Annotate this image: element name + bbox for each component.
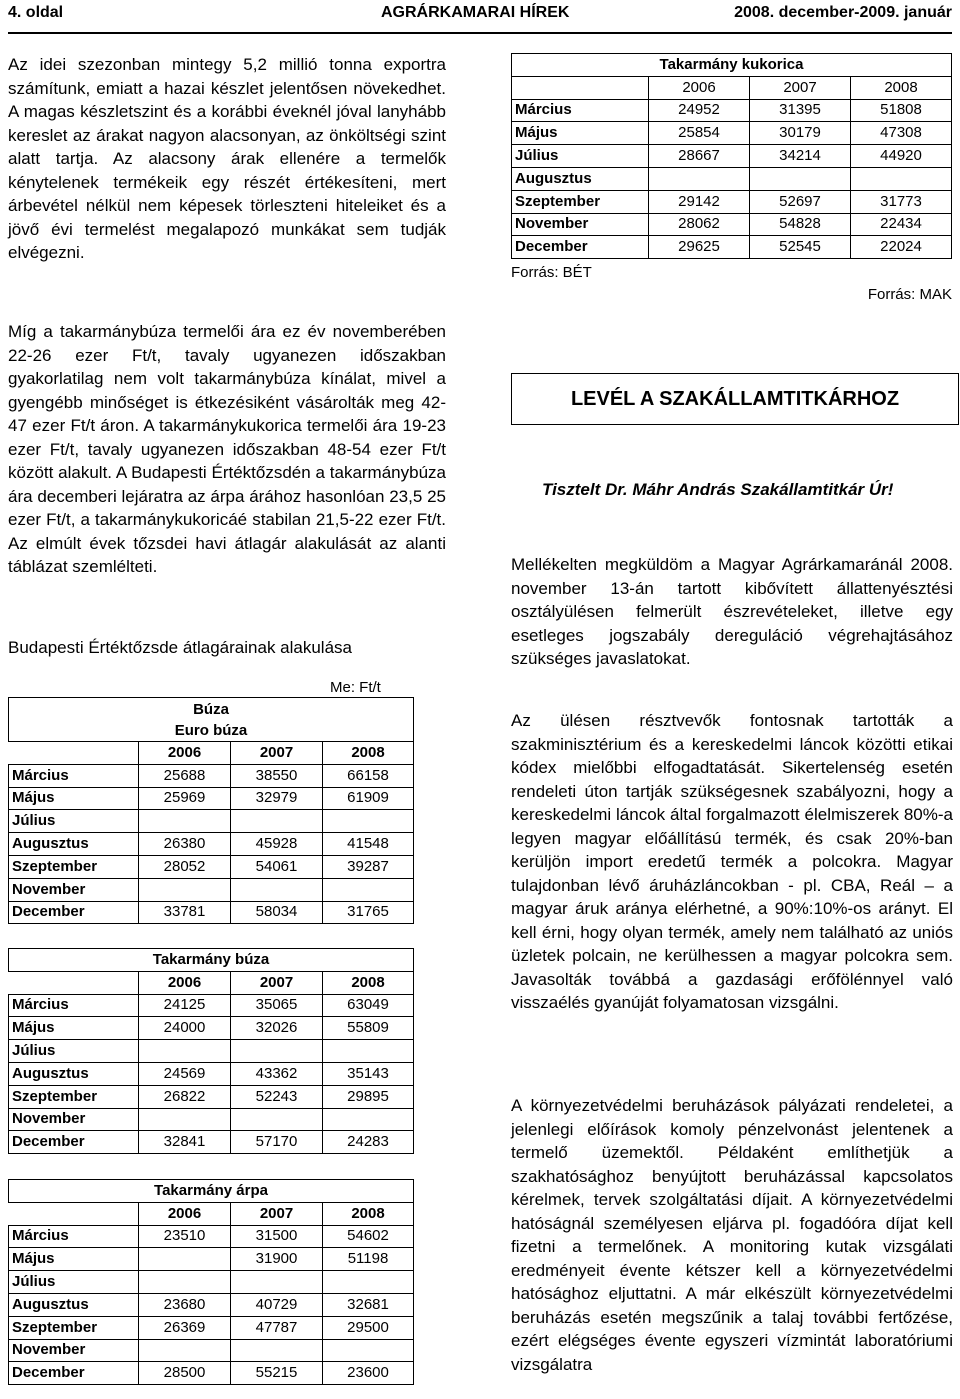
year-header: 2006 <box>139 742 231 765</box>
value-cell <box>139 1248 231 1271</box>
value-cell: 40729 <box>231 1293 323 1316</box>
month-label: Július <box>9 1040 139 1063</box>
value-cell: 55809 <box>323 1017 414 1040</box>
table-row <box>9 1108 414 1131</box>
value-cell: 25688 <box>139 764 231 787</box>
value-cell: 31900 <box>231 1248 323 1271</box>
month-label: Május <box>9 1017 139 1040</box>
table-row <box>9 1225 414 1248</box>
value-cell: 52545 <box>750 236 851 259</box>
value-cell <box>750 167 851 190</box>
value-cell: 23600 <box>323 1362 414 1385</box>
value-cell: 39287 <box>323 855 414 878</box>
year-header: 2007 <box>231 971 323 994</box>
value-cell: 43362 <box>231 1062 323 1085</box>
value-cell: 29500 <box>323 1316 414 1339</box>
value-cell: 28052 <box>139 855 231 878</box>
table-row <box>9 901 414 924</box>
table-row <box>9 1017 414 1040</box>
table-takarmany-kukorica <box>511 53 952 259</box>
value-cell: 54828 <box>750 213 851 236</box>
month-label: Március <box>9 994 139 1017</box>
value-cell: 55215 <box>231 1362 323 1385</box>
table-year-row <box>9 1202 414 1225</box>
value-cell: 26380 <box>139 833 231 856</box>
value-cell <box>323 1108 414 1131</box>
month-label: Március <box>512 99 649 122</box>
value-cell: 29625 <box>649 236 750 259</box>
value-cell: 32026 <box>231 1017 323 1040</box>
value-cell: 31765 <box>323 901 414 924</box>
table-title-line2: Euro búza <box>174 721 248 739</box>
month-label: Szeptember <box>9 1085 139 1108</box>
value-cell: 54061 <box>231 855 323 878</box>
month-label: Május <box>512 122 649 145</box>
month-label: Március <box>9 764 139 787</box>
value-cell <box>231 810 323 833</box>
value-cell <box>231 878 323 901</box>
table-row <box>512 145 952 168</box>
issue-date: 2008. december-2009. január <box>734 4 952 21</box>
value-cell <box>323 1271 414 1294</box>
value-cell: 30179 <box>750 122 851 145</box>
value-cell: 24125 <box>139 994 231 1017</box>
table-row <box>9 1248 414 1271</box>
table-caption: Budapesti Értéktőzsde átlagárainak alakulása <box>8 638 352 657</box>
table-row <box>9 810 414 833</box>
right-paragraph-1: Mellékelten megküldöm a Magyar Agrárkamaránál 2008. november 13-án tartott kibővített állattenyésztési osztályülésen felmerült észrevételeket, illetve egy esetleges jogszabály dereguláció végrehajtásához szükséges javaslatokat. <box>511 555 953 668</box>
month-label: December <box>512 236 649 259</box>
letter-title: LEVÉL A SZAKÁLLAMTITKÁRHOZ <box>570 387 900 410</box>
table-row <box>9 1293 414 1316</box>
year-header: 2006 <box>139 971 231 994</box>
source-mak: Forrás: MAK <box>867 286 952 303</box>
year-header: 2007 <box>750 76 851 99</box>
value-cell <box>323 878 414 901</box>
month-label: Augusztus <box>9 1062 139 1085</box>
month-label: November <box>9 878 139 901</box>
table-row <box>9 1040 414 1063</box>
value-cell: 29895 <box>323 1085 414 1108</box>
table-title-row <box>512 54 952 77</box>
year-header: 2008 <box>851 76 952 99</box>
year-header: 2008 <box>323 742 414 765</box>
table-row <box>9 1271 414 1294</box>
month-label: Szeptember <box>9 1316 139 1339</box>
value-cell <box>231 1271 323 1294</box>
right-paragraph-2: Az ülésen résztvevők fontosnak tartották a szakminisztérium és a kereskedelmi láncok közötti etikai kódex mielőbbi elfogadtatását. Sikertelenség esetén rendeleti úton tartják szükségesnek szabályozni, hogy a kereskedelmi láncok által forgalmazott élelmiszerek 80%-a legyen magyar előállítású termék, és csak 20%-ban kerüljön import eredetű termék a polcokra. Magyar tulajdonban lévő áruházláncokban - pl. CBA, Reál – a magyar áruk aránya elérhetné, a 90%:10%-os arányt. El kell érni, hogy olyan termék, amely nem található az uniós üzletek polcain, ne kerülhessen a magyar polcokra sem. Javasolták továbbá a gazdasági erőfölénnyel való visszaélés gyanúját folyamatosan vizsgálni. <box>511 711 953 1012</box>
year-header: 2006 <box>139 1202 231 1225</box>
value-cell: 31773 <box>851 190 952 213</box>
value-cell <box>323 810 414 833</box>
value-cell: 22024 <box>851 236 952 259</box>
month-label: Szeptember <box>512 190 649 213</box>
table-row <box>9 1362 414 1385</box>
value-cell: 28667 <box>649 145 750 168</box>
value-cell <box>851 167 952 190</box>
source-bet: Forrás: BÉT <box>511 264 592 281</box>
value-cell <box>139 1271 231 1294</box>
value-cell: 47308 <box>851 122 952 145</box>
table-row <box>9 1339 414 1362</box>
table-title-row <box>9 1180 414 1203</box>
table-title-row <box>9 698 414 742</box>
table-row <box>9 764 414 787</box>
value-cell <box>231 1108 323 1131</box>
value-cell: 24569 <box>139 1062 231 1085</box>
value-cell <box>139 1108 231 1131</box>
value-cell <box>231 1040 323 1063</box>
value-cell: 32841 <box>139 1131 231 1154</box>
letter-greeting: Tisztelt Dr. Máhr András Szakállamtitkár Úr! <box>542 480 894 499</box>
value-cell: 51808 <box>851 99 952 122</box>
table-row <box>9 994 414 1017</box>
table-row <box>512 99 952 122</box>
month-label: Március <box>9 1225 139 1248</box>
value-cell: 24000 <box>139 1017 231 1040</box>
table-row <box>512 190 952 213</box>
value-cell: 25969 <box>139 787 231 810</box>
value-cell: 22434 <box>851 213 952 236</box>
month-label: Szeptember <box>9 855 139 878</box>
table-takarmany-arpa <box>8 1179 414 1385</box>
publication-title: AGRÁRKAMARAI HÍREK <box>381 4 570 21</box>
letter-title-box <box>511 373 959 425</box>
value-cell: 63049 <box>323 994 414 1017</box>
table-row <box>9 1062 414 1085</box>
value-cell: 38550 <box>231 764 323 787</box>
value-cell <box>231 1339 323 1362</box>
value-cell: 45928 <box>231 833 323 856</box>
table-row <box>512 167 952 190</box>
year-header: 2007 <box>231 742 323 765</box>
month-label: Július <box>9 1271 139 1294</box>
value-cell: 26369 <box>139 1316 231 1339</box>
table-title-row <box>9 949 414 972</box>
table-title: Takarmány kukorica <box>512 54 952 77</box>
table-takarmany-buza <box>8 948 414 1154</box>
year-header: 2007 <box>231 1202 323 1225</box>
month-label: November <box>9 1108 139 1131</box>
value-cell <box>139 1040 231 1063</box>
page-number: 4. oldal <box>8 4 64 21</box>
table-row <box>512 213 952 236</box>
month-label: Augusztus <box>512 167 649 190</box>
table-row <box>9 855 414 878</box>
value-cell: 66158 <box>323 764 414 787</box>
value-cell: 41548 <box>323 833 414 856</box>
value-cell: 28062 <box>649 213 750 236</box>
month-label: November <box>512 213 649 236</box>
value-cell: 26822 <box>139 1085 231 1108</box>
page-header <box>8 0 952 34</box>
value-cell <box>139 1339 231 1362</box>
table-row <box>9 787 414 810</box>
table-year-row <box>9 742 414 765</box>
value-cell: 25854 <box>649 122 750 145</box>
value-cell: 57170 <box>231 1131 323 1154</box>
right-paragraph-3: A környezetvédelmi beruházások pályázati rendeletei, a jelenlegi előírások komoly pénzelvonást jelentenek a termelő üzemektől. Példaként említhetjük a szakhatósághoz benyújtott beruházással kapcsolatos kérelmek, tervek szolgáltatási díjait. A környezetvédelmi hatóságnál személyesen eljárva pl. fogadóóra díjat kell fizetni a termelőnek. A monitoring kutak vizsgálati eredményeit évente kétszer kell a környezetvédelmi hatósághoz eljuttatni. A már elkészült környezetvédelmi beruházás esetén megszűnik a talaj további fertőzése, ezért elégséges évente egyszeri vízmintát laboratóriumi vizsgálatra <box>511 1096 953 1374</box>
value-cell: 31395 <box>750 99 851 122</box>
month-label: November <box>9 1339 139 1362</box>
value-cell: 32681 <box>323 1293 414 1316</box>
value-cell <box>139 810 231 833</box>
table-row <box>512 236 952 259</box>
value-cell: 58034 <box>231 901 323 924</box>
month-label: Május <box>9 787 139 810</box>
table-title-line1: Búza <box>193 700 229 718</box>
value-cell: 31500 <box>231 1225 323 1248</box>
value-cell <box>649 167 750 190</box>
value-cell <box>323 1040 414 1063</box>
year-header: 2008 <box>323 1202 414 1225</box>
table-row <box>9 1316 414 1339</box>
unit-label: Me: Ft/t <box>330 679 381 696</box>
value-cell: 61909 <box>323 787 414 810</box>
table-row <box>9 833 414 856</box>
value-cell: 24283 <box>323 1131 414 1154</box>
value-cell <box>323 1339 414 1362</box>
table-row <box>9 1085 414 1108</box>
value-cell: 32979 <box>231 787 323 810</box>
month-label: Július <box>512 145 649 168</box>
table-row <box>512 122 952 145</box>
month-label: December <box>9 1131 139 1154</box>
value-cell: 29142 <box>649 190 750 213</box>
table-title: Takarmány árpa <box>9 1180 414 1203</box>
value-cell: 51198 <box>323 1248 414 1271</box>
value-cell: 28500 <box>139 1362 231 1385</box>
table-row <box>9 878 414 901</box>
month-label: Május <box>9 1248 139 1271</box>
value-cell: 44920 <box>851 145 952 168</box>
value-cell: 52243 <box>231 1085 323 1108</box>
left-paragraph-2: Míg a takarmánybúza termelői ára ez év novemberében 22-26 ezer Ft/t, tavaly ugyanezen időszakban gyakorlatilag nem volt takarmánybúza kínálat, mivel a gyengébb minőséget is étkezésiként vásárolták meg 42-47 ezer Ft/t áron. A takarmánykukorica termelői ára 19-23 ezer Ft/t, tavaly ugyanezen időszakban 48-54 ezer Ft/t között alakult. A Budapesti Értéktőzsdén a takarmánybúza ára decemberi lejáratra az árpa árához hasonlóan 23,5 25 ezer Ft/t, a takarmánykukoricáé stabilan 21,5-22 ezer Ft/t. Az elmúlt évek tőzsdei havi átlagár alakulását az alanti táblázat szemlélteti. <box>8 322 446 576</box>
value-cell: 24952 <box>649 99 750 122</box>
month-label: December <box>9 1362 139 1385</box>
table-year-row <box>9 971 414 994</box>
value-cell: 47787 <box>231 1316 323 1339</box>
year-header: 2008 <box>323 971 414 994</box>
value-cell: 35065 <box>231 994 323 1017</box>
table-year-row <box>512 76 952 99</box>
month-label: Augusztus <box>9 833 139 856</box>
value-cell: 52697 <box>750 190 851 213</box>
value-cell: 34214 <box>750 145 851 168</box>
value-cell: 33781 <box>139 901 231 924</box>
value-cell: 23510 <box>139 1225 231 1248</box>
year-header: 2006 <box>649 76 750 99</box>
table-euro-buza <box>8 697 414 924</box>
value-cell: 23680 <box>139 1293 231 1316</box>
left-paragraph-1: Az idei szezonban mintegy 5,2 millió tonna exportra számítunk, emiatt a hazai készlet jelentősen növekedhet. A magas készletszint és a korábbi éveknél jóval lanyhább kereslet az árakat nagyon alacsonyan, az önköltségi szint alatt tartja. Az alacsony árak ellenére a termelők kénytelenek termékeik egy részét értékesíteni, mert árbevétel nélkül nem képesek törleszteni hiteleiket és a jövő évi termelést megalapozó munkákat sem tudják elvégezni. <box>8 55 446 262</box>
value-cell <box>139 878 231 901</box>
value-cell: 35143 <box>323 1062 414 1085</box>
table-row <box>9 1131 414 1154</box>
table-title: Takarmány búza <box>9 949 414 972</box>
value-cell: 54602 <box>323 1225 414 1248</box>
month-label: December <box>9 901 139 924</box>
month-label: Július <box>9 810 139 833</box>
month-label: Augusztus <box>9 1293 139 1316</box>
